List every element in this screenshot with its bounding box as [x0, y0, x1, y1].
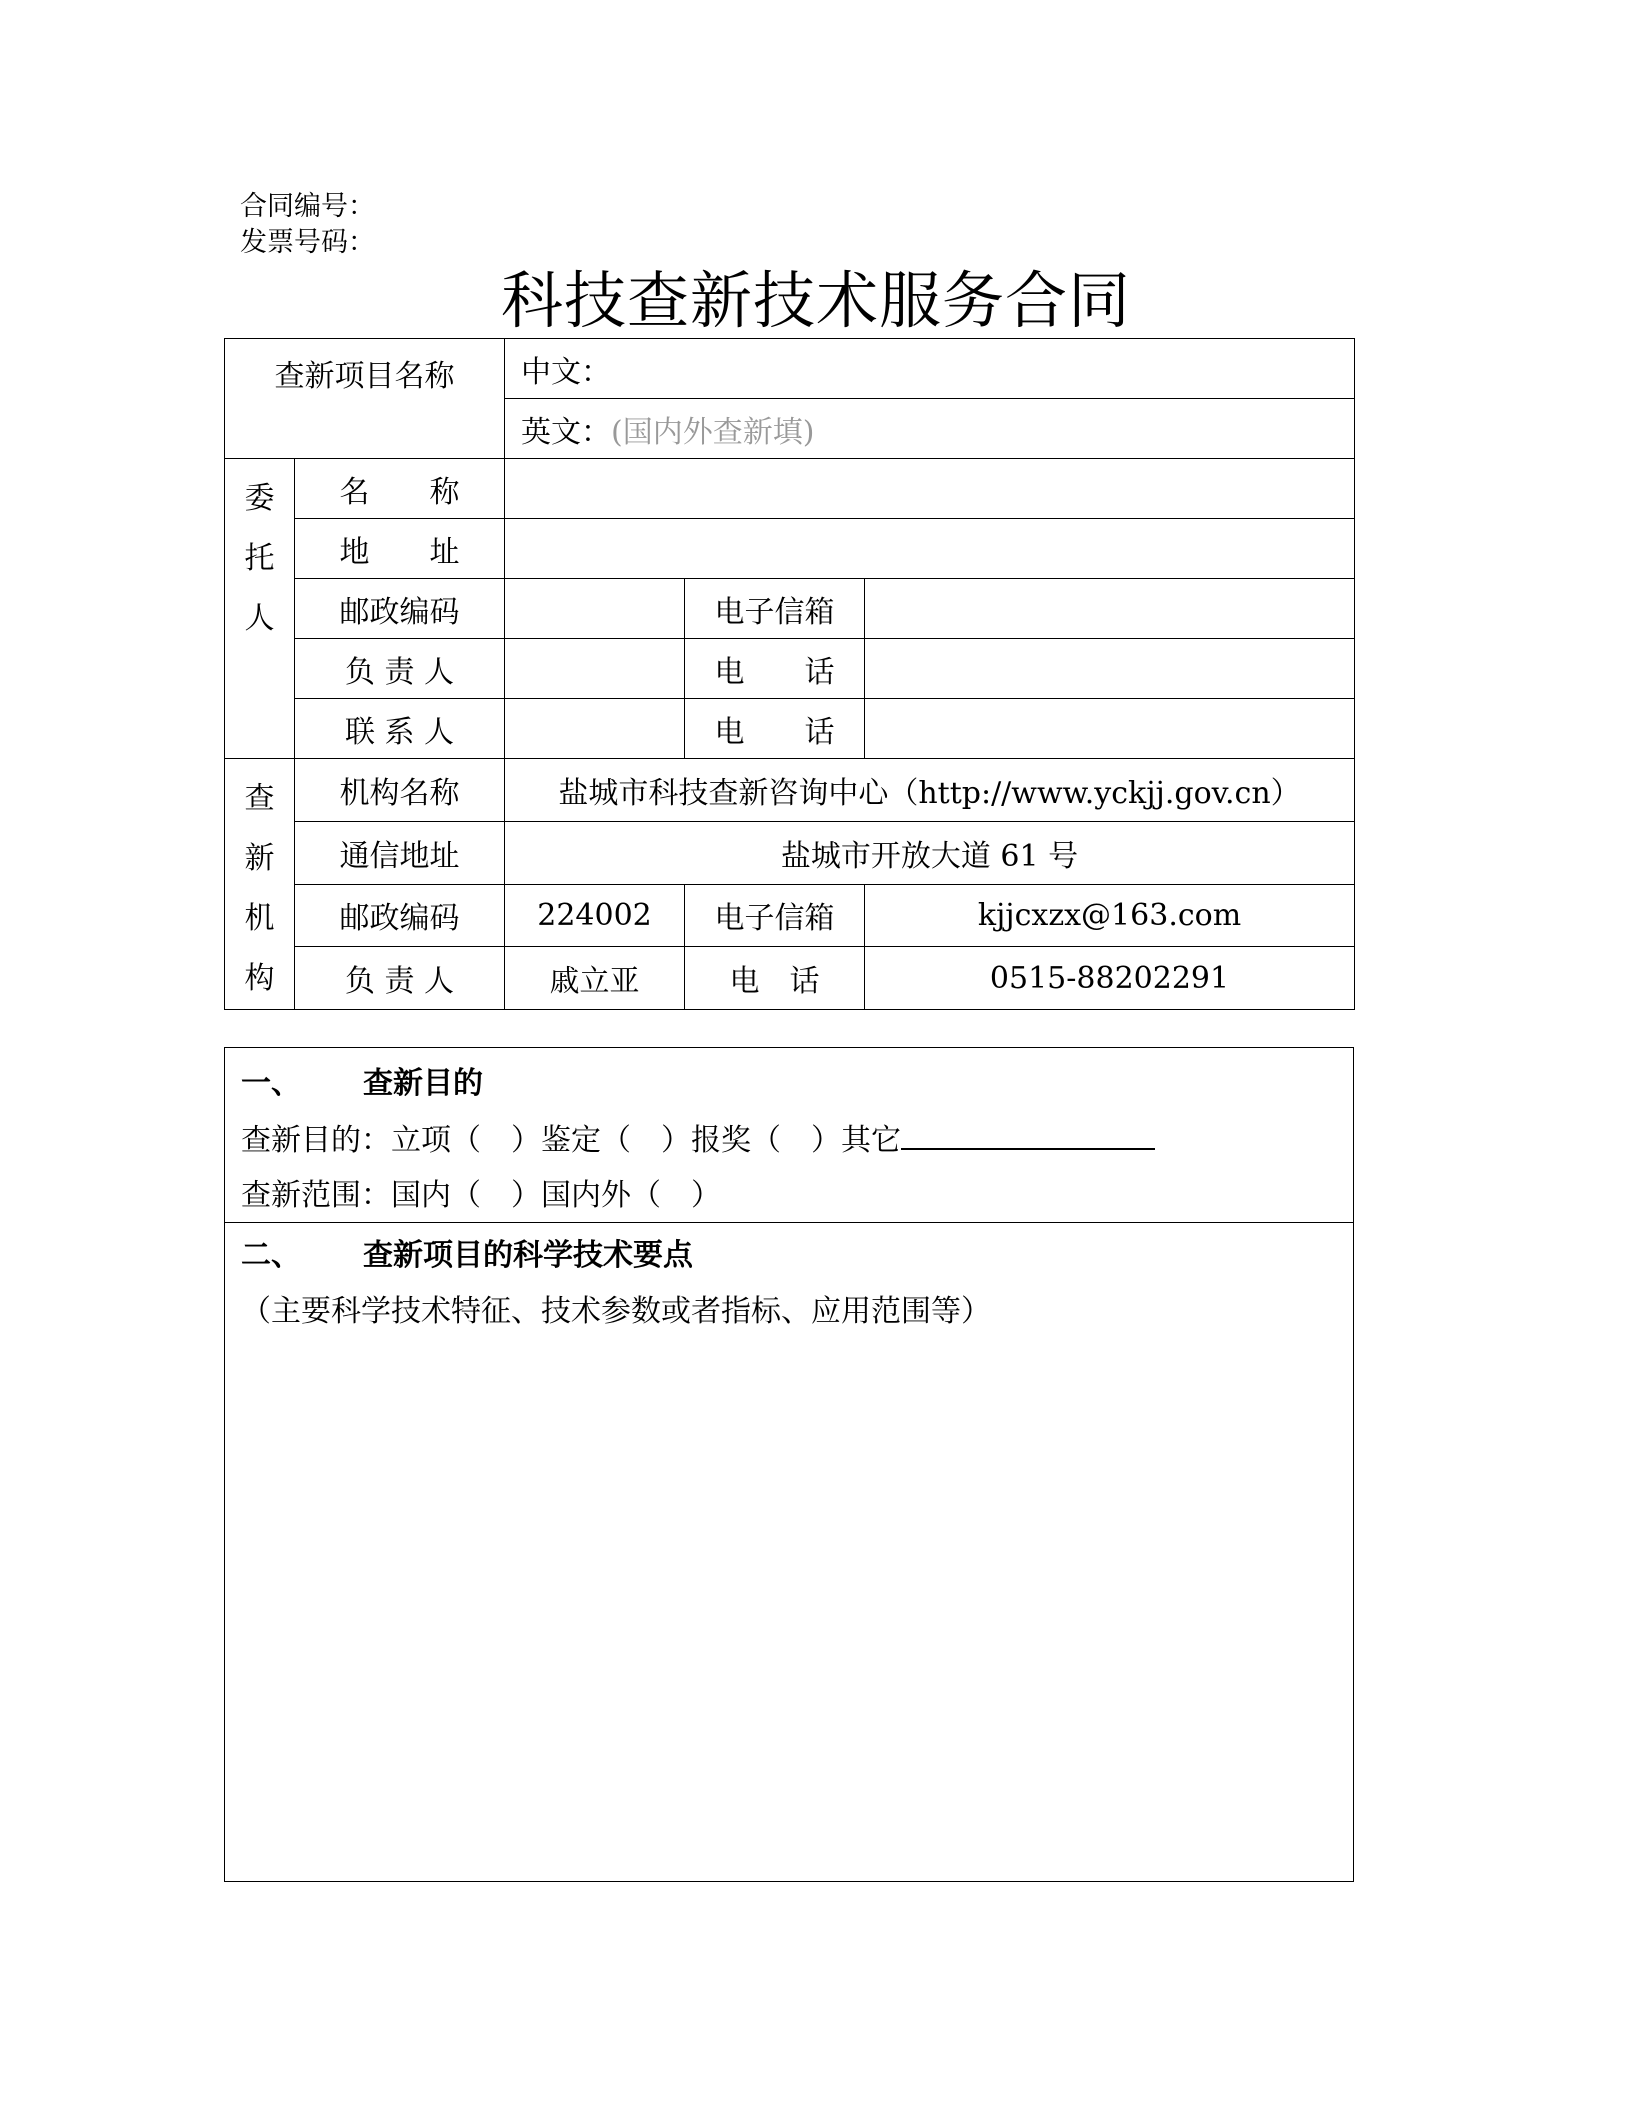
section2-title	[241, 1236, 693, 1276]
tech-points-area[interactable]	[225, 1338, 1353, 1881]
client-postcode-label: 邮政编码	[295, 579, 505, 639]
other-purpose-field[interactable]	[901, 1120, 1155, 1150]
project-name-label: 查新项目名称	[225, 339, 505, 459]
section1-heading: 查新目的	[363, 1066, 483, 1101]
client-group-char: 委	[244, 481, 275, 516]
agency-name-label: 机构名称	[295, 759, 505, 822]
agency-email-value: kjjcxzx@163.com	[865, 884, 1355, 947]
agency-address-value: 盐城市开放大道 61 号	[505, 821, 1355, 884]
scope-line: 查新范围：国内（ ）国内外（ ）	[241, 1178, 721, 1213]
client-phone-field[interactable]	[865, 639, 1355, 699]
client-name-label: 名 称	[295, 459, 505, 519]
agency-group-label	[225, 759, 295, 1010]
section-divider	[225, 1222, 1353, 1223]
agency-group-char: 机	[244, 901, 275, 936]
client-group-char: 托	[244, 541, 275, 576]
client-phone-label: 电 话	[685, 639, 865, 699]
client-contact-label: 联 系 人	[295, 699, 505, 759]
agency-group-char: 构	[244, 961, 275, 996]
project-en-hint: (国内外查新填)	[611, 414, 815, 450]
client-email-field[interactable]	[865, 579, 1355, 639]
project-name-en-cell[interactable]	[505, 399, 1355, 459]
client-contact-phone-label: 电 话	[685, 699, 865, 759]
project-en-label: 英文：	[521, 414, 611, 450]
section2-number: 二、	[241, 1238, 301, 1273]
client-name-field[interactable]	[505, 459, 1355, 519]
client-address-label: 地 址	[295, 519, 505, 579]
section2-note: （主要科学技术特征、技术参数或者指标、应用范围等）	[241, 1294, 991, 1329]
client-address-field[interactable]	[505, 519, 1355, 579]
client-contact-field[interactable]	[505, 699, 685, 759]
agency-postcode-label: 邮政编码	[295, 884, 505, 947]
agency-phone-label: 电 话	[685, 947, 865, 1010]
section1-title	[241, 1064, 483, 1104]
sections-box	[224, 1047, 1354, 1882]
invoice-number-label: 发票号码：	[240, 227, 375, 258]
agency-manager-value: 戚立亚	[505, 947, 685, 1010]
purpose-line	[241, 1120, 1155, 1161]
parties-table	[224, 458, 1355, 1010]
client-group-char: 人	[244, 601, 275, 636]
section1-number: 一、	[241, 1066, 301, 1101]
agency-group-char: 查	[244, 781, 275, 816]
client-manager-label: 负 责 人	[295, 639, 505, 699]
agency-manager-label: 负 责 人	[295, 947, 505, 1010]
agency-group-char: 新	[244, 841, 275, 876]
agency-email-label: 电子信箱	[685, 884, 865, 947]
client-group-label	[225, 459, 295, 759]
agency-phone-value: 0515-88202291	[865, 947, 1355, 1010]
client-email-label: 电子信箱	[685, 579, 865, 639]
purpose-text: 查新目的：立项（ ）鉴定（ ）报奖（ ）其它	[241, 1123, 901, 1158]
agency-postcode-value: 224002	[505, 884, 685, 947]
project-cn-label: 中文：	[521, 354, 611, 390]
page-title: 科技查新技术服务合同	[500, 264, 1131, 337]
client-manager-field[interactable]	[505, 639, 685, 699]
project-name-table	[224, 338, 1355, 459]
client-postcode-field[interactable]	[505, 579, 685, 639]
project-name-cn-cell[interactable]	[505, 339, 1355, 399]
contract-number-label: 合同编号：	[240, 191, 375, 222]
agency-address-label: 通信地址	[295, 821, 505, 884]
agency-name-value: 盐城市科技查新咨询中心（http://www.yckjj.gov.cn）	[505, 759, 1355, 822]
client-contact-phone-field[interactable]	[865, 699, 1355, 759]
section2-heading: 查新项目的科学技术要点	[363, 1238, 693, 1273]
